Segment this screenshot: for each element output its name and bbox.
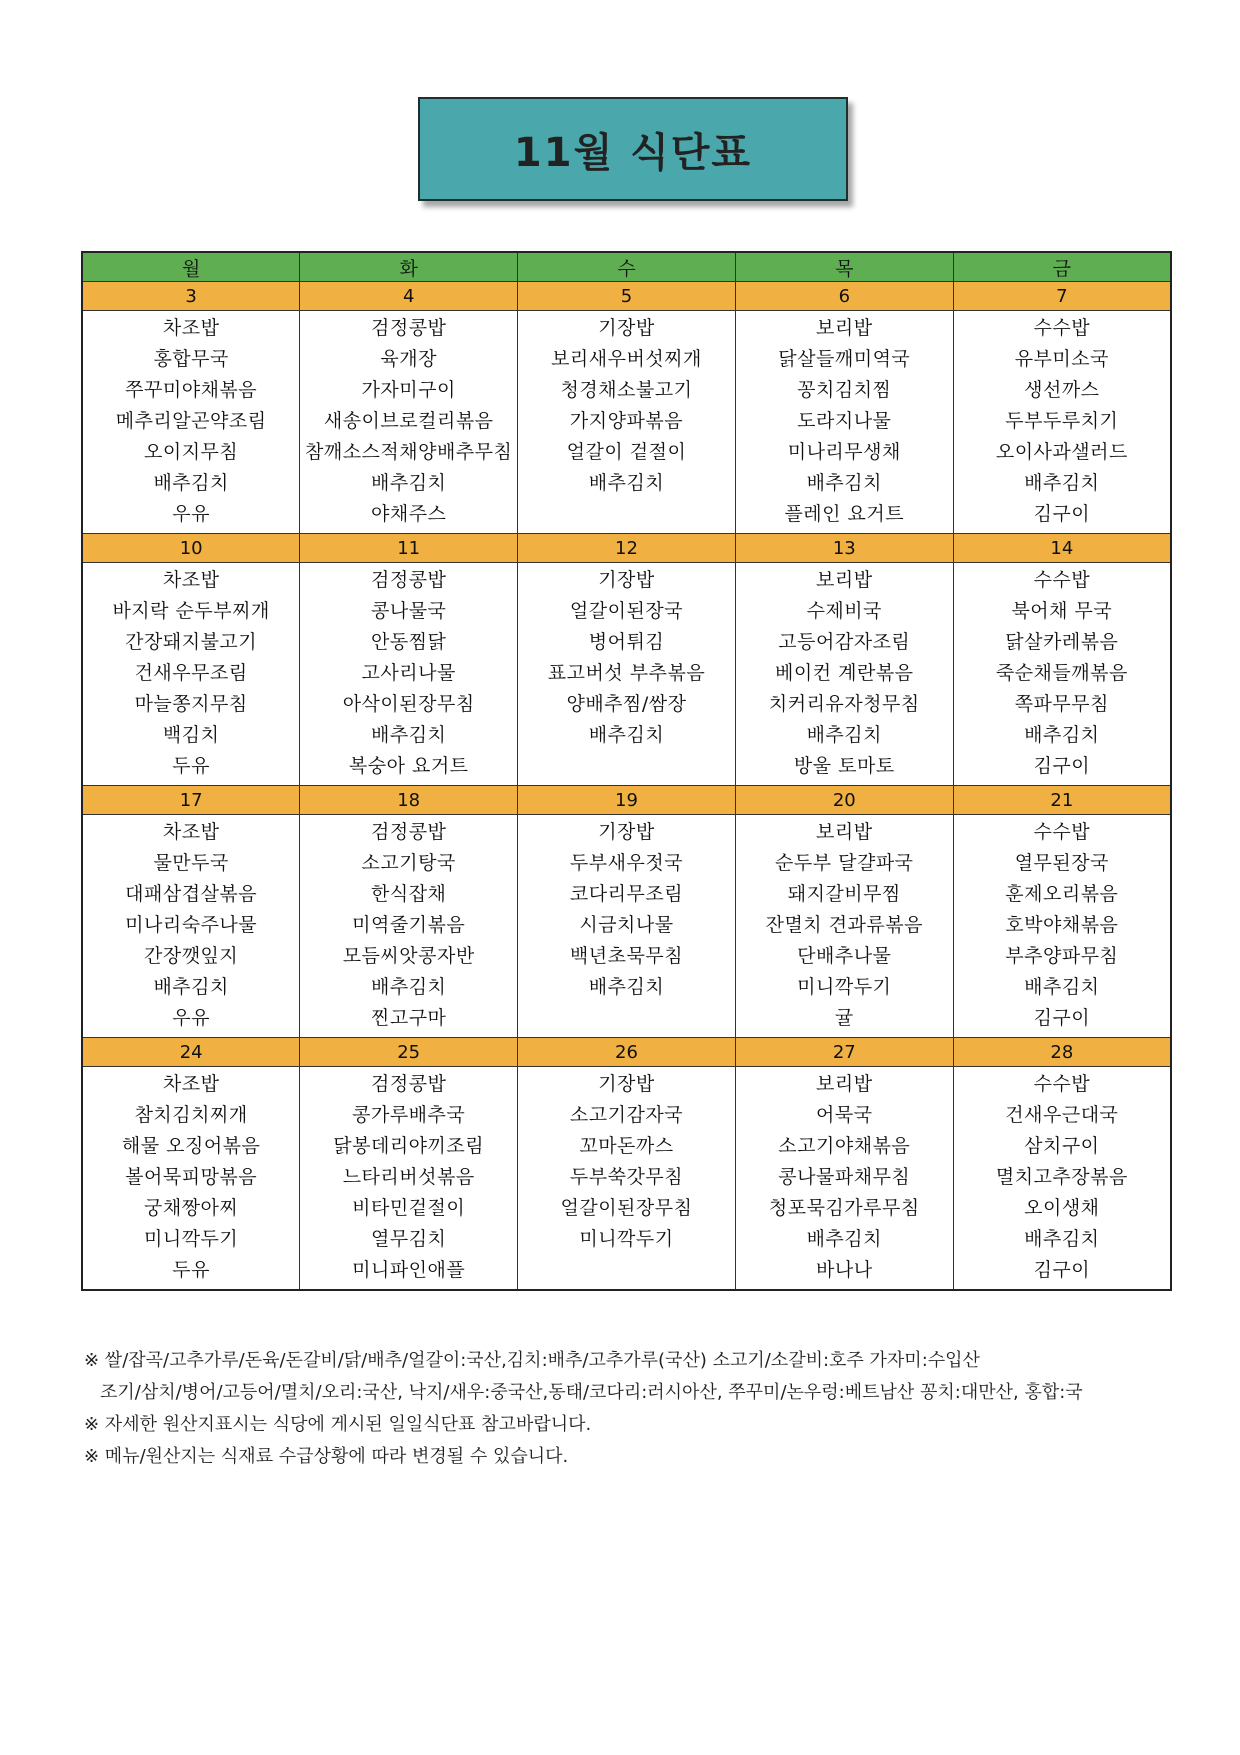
note-line: 조기/삼치/병어/고등어/멸치/오리:국산, 낙지/새우:중국산,동태/코다리:러시아산, 쭈꾸미/논우렁:베트남산 꽁치:대만산, 홍합:국	[100, 1382, 1083, 1403]
menu-item: 두부새우젓국	[569, 852, 684, 874]
menu-item: 홍합무국	[153, 348, 229, 370]
menu-item: 김구이	[1033, 1259, 1091, 1281]
menu-item: 육개장	[380, 348, 437, 370]
menu-item: 꽁치김치찜	[797, 379, 892, 401]
menu-row	[82, 563, 1171, 786]
menu-item: 병어튀김	[588, 631, 665, 653]
date-cell: 14	[953, 534, 1171, 563]
menu-item: 쭈꾸미야채볶음	[125, 379, 258, 401]
menu-item: 배추김치	[370, 472, 447, 494]
menu-item	[518, 1255, 735, 1286]
menu-item: 콩가루배추국	[352, 1104, 466, 1126]
menu-item: 플레인 요거트	[784, 503, 905, 525]
menu-item: 배추김치	[370, 976, 447, 998]
menu-item: 표고버섯 부추볶음	[547, 662, 706, 684]
menu-item: 새송이브로컬리볶음	[323, 410, 494, 432]
day-menu-cell	[735, 311, 953, 534]
day-menu-cell	[82, 563, 300, 786]
menu-item: 배추김치	[1024, 724, 1100, 746]
menu-item: 보리밥	[816, 569, 873, 591]
menu-item: 김구이	[1033, 503, 1091, 525]
menu-item: 단배추나물	[797, 945, 892, 967]
menu-item: 수수밥	[1033, 317, 1091, 339]
day-menu-cell	[735, 563, 953, 786]
menu-item: 생선까스	[1024, 379, 1100, 401]
menu-item: 소고기감자국	[569, 1104, 684, 1126]
menu-item: 검정콩밥	[370, 569, 447, 591]
menu-item: 백김치	[162, 724, 220, 746]
menu-item: 치커리유자청무침	[768, 693, 920, 715]
menu-item: 대패삼겹살볶음	[125, 883, 258, 905]
menu-item: 방울 토마토	[793, 755, 895, 777]
menu-item: 소고기탕국	[361, 852, 456, 874]
weekday-header-wed: 수	[518, 252, 736, 282]
menu-item: 검정콩밥	[370, 821, 447, 843]
menu-item: 수수밥	[1033, 1073, 1091, 1095]
menu-row	[82, 311, 1171, 534]
menu-item: 귤	[834, 1007, 854, 1029]
menu-item: 보리밥	[816, 317, 873, 339]
menu-item: 얼갈이 겉절이	[566, 441, 687, 463]
menu-item: 고등어감자조림	[778, 631, 911, 653]
date-cell: 28	[953, 1038, 1171, 1067]
date-cell: 25	[300, 1038, 518, 1067]
day-menu-cell	[953, 563, 1171, 786]
menu-item: 찐고구마	[370, 1007, 447, 1029]
menu-item: 건새우무조림	[134, 662, 248, 684]
menu-item: 미니깍두기	[797, 976, 892, 998]
note-line: ※ 메뉴/원산지는 식재료 수급상황에 따라 변경될 수 있습니다.	[84, 1446, 569, 1467]
menu-item: 가자미구이	[361, 379, 456, 401]
menu-item: 배추김치	[1024, 976, 1100, 998]
menu-item: 아삭이된장무침	[342, 693, 475, 715]
menu-item: 차조밥	[162, 317, 220, 339]
menu-item: 두부두루치기	[1005, 410, 1119, 432]
menu-item: 열무된장국	[1014, 852, 1109, 874]
date-cell: 19	[518, 786, 736, 815]
date-cell: 27	[735, 1038, 953, 1067]
menu-item: 도라지나물	[797, 410, 892, 432]
menu-item: 미니깍두기	[579, 1228, 674, 1250]
menu-item: 삼치구이	[1024, 1135, 1100, 1157]
menu-item: 메추리알곤약조림	[115, 410, 267, 432]
menu-item: 유부미소국	[1014, 348, 1109, 370]
menu-item: 김구이	[1033, 1007, 1091, 1029]
menu-table	[81, 251, 1172, 1291]
menu-item: 시금치나물	[579, 914, 674, 936]
menu-item: 닭살들깨미역국	[778, 348, 911, 370]
menu-item: 오이생채	[1024, 1197, 1100, 1219]
menu-item: 한식잡채	[370, 883, 447, 905]
menu-item: 콩나물국	[370, 600, 447, 622]
menu-item: 배추김치	[588, 724, 665, 746]
menu-item: 안동찜닭	[370, 631, 447, 653]
menu-item: 돼지갈비무찜	[787, 883, 901, 905]
date-row	[82, 534, 1171, 563]
menu-item: 보리밥	[816, 821, 873, 843]
menu-item: 수제비국	[806, 600, 882, 622]
date-row	[82, 786, 1171, 815]
weekday-header-row	[82, 252, 1171, 282]
date-row	[82, 282, 1171, 311]
day-menu-cell	[953, 311, 1171, 534]
menu-row	[82, 1067, 1171, 1291]
day-menu-cell	[300, 815, 518, 1038]
menu-item: 양배추찜/쌈장	[566, 693, 687, 715]
date-cell: 21	[953, 786, 1171, 815]
menu-item: 콩나물파채무침	[778, 1166, 911, 1188]
menu-item: 수수밥	[1033, 569, 1091, 591]
date-cell: 17	[82, 786, 300, 815]
date-cell: 10	[82, 534, 300, 563]
date-cell: 4	[300, 282, 518, 311]
menu-item: 소고기야채볶음	[778, 1135, 911, 1157]
menu-item: 검정콩밥	[370, 1073, 447, 1095]
day-menu-cell	[518, 1067, 736, 1291]
menu-item: 어묵국	[816, 1104, 873, 1126]
menu-item	[518, 751, 735, 782]
date-cell: 20	[735, 786, 953, 815]
menu-item: 코다리무조림	[569, 883, 684, 905]
menu-item: 배추김치	[370, 724, 447, 746]
menu-item: 오이지무침	[144, 441, 239, 463]
menu-item: 보리밥	[816, 1073, 873, 1095]
date-cell: 11	[300, 534, 518, 563]
menu-item: 얼갈이된장국	[569, 600, 684, 622]
weekday-header-thu: 목	[735, 252, 953, 282]
menu-item: 참치김치찌개	[134, 1104, 248, 1126]
title-box	[418, 97, 848, 201]
menu-item: 차조밥	[162, 821, 220, 843]
note-line: ※ 자세한 원산지표시는 식당에 게시된 일일식단표 참고바랍니다.	[84, 1414, 592, 1435]
menu-item	[518, 1003, 735, 1034]
day-menu-cell	[735, 815, 953, 1038]
menu-item: 오이사과샐러드	[995, 441, 1128, 463]
menu-item: 배추김치	[588, 976, 665, 998]
date-row	[82, 1038, 1171, 1067]
menu-item: 청포묵김가루무침	[768, 1197, 920, 1219]
day-menu-cell	[953, 815, 1171, 1038]
menu-item: 미니깍두기	[144, 1228, 239, 1250]
menu-item: 꼬마돈까스	[579, 1135, 674, 1157]
menu-item: 베이컨 계란볶음	[775, 662, 914, 684]
menu-item: 미역줄기볶음	[352, 914, 466, 936]
menu-item: 죽순채들깨볶음	[995, 662, 1128, 684]
menu-item: 청경채소불고기	[560, 379, 693, 401]
menu-item: 건새우근대국	[1005, 1104, 1119, 1126]
notes-section	[84, 1345, 1184, 1473]
menu-item: 배추김치	[153, 472, 229, 494]
day-menu-cell	[82, 815, 300, 1038]
date-cell: 18	[300, 786, 518, 815]
menu-item: 수수밥	[1033, 821, 1091, 843]
day-menu-cell	[300, 311, 518, 534]
date-cell: 7	[953, 282, 1171, 311]
menu-item: 바지락 순두부찌개	[112, 600, 270, 622]
menu-item: 백년초묵무침	[569, 945, 684, 967]
menu-item: 두유	[172, 1259, 210, 1281]
menu-item: 바나나	[816, 1259, 873, 1281]
day-menu-cell	[82, 311, 300, 534]
menu-item: 훈제오리볶음	[1005, 883, 1119, 905]
menu-item: 볼어묵피망볶음	[125, 1166, 258, 1188]
day-menu-cell	[518, 815, 736, 1038]
menu-item: 배추김치	[806, 472, 882, 494]
date-cell: 6	[735, 282, 953, 311]
date-cell: 13	[735, 534, 953, 563]
menu-item: 배추김치	[806, 1228, 882, 1250]
menu-item: 얼갈이된장무침	[560, 1197, 693, 1219]
menu-item: 미니파인애플	[352, 1259, 466, 1281]
day-menu-cell	[735, 1067, 953, 1291]
menu-item: 쪽파무무침	[1014, 693, 1109, 715]
menu-item: 멸치고추장볶음	[995, 1166, 1128, 1188]
menu-item: 닭살카레볶음	[1005, 631, 1119, 653]
menu-item: 물만두국	[153, 852, 229, 874]
menu-item: 차조밥	[162, 1073, 220, 1095]
day-menu-cell	[300, 1067, 518, 1291]
day-menu-cell	[518, 563, 736, 786]
menu-item: 열무김치	[370, 1228, 447, 1250]
menu-item: 간장돼지불고기	[125, 631, 258, 653]
menu-item: 기장밥	[598, 821, 655, 843]
menu-item: 배추김치	[153, 976, 229, 998]
menu-item: 호박야채볶음	[1005, 914, 1119, 936]
menu-row	[82, 815, 1171, 1038]
menu-item: 보리새우버섯찌개	[551, 348, 702, 370]
menu-item: 기장밥	[598, 317, 655, 339]
day-menu-cell	[82, 1067, 300, 1291]
menu-item: 참깨소스적채양배추무침	[304, 441, 513, 463]
menu-item: 북어채 무국	[1011, 600, 1113, 622]
date-cell: 5	[518, 282, 736, 311]
date-cell: 24	[82, 1038, 300, 1067]
menu-item: 닭봉데리야끼조림	[333, 1135, 485, 1157]
menu-item: 모듬씨앗콩자반	[342, 945, 475, 967]
weekday-header-tue: 화	[300, 252, 518, 282]
page-title: 11월 식단표	[513, 129, 753, 176]
menu-item: 고사리나물	[361, 662, 456, 684]
menu-item: 비타민겉절이	[352, 1197, 466, 1219]
menu-item: 배추김치	[588, 472, 665, 494]
date-cell: 12	[518, 534, 736, 563]
menu-item: 복숭아 요거트	[348, 755, 469, 777]
menu-item: 미나리무생채	[787, 441, 901, 463]
day-menu-cell	[300, 563, 518, 786]
menu-item: 우유	[172, 1007, 210, 1029]
weekday-header-mon: 월	[82, 252, 300, 282]
menu-item: 배추김치	[1024, 1228, 1100, 1250]
day-menu-cell	[518, 311, 736, 534]
menu-item: 가지양파볶음	[569, 410, 684, 432]
menu-item: 두유	[172, 755, 210, 777]
menu-item: 우유	[172, 503, 210, 525]
menu-item: 궁채짱아찌	[144, 1197, 239, 1219]
menu-item: 차조밥	[162, 569, 220, 591]
menu-item: 배추김치	[1024, 472, 1100, 494]
note-line: ※ 쌀/잡곡/고추가루/돈육/돈갈비/닭/배추/얼갈이:국산,김치:배추/고추가루(국산) 소고기/소갈비:호주 가자미:수입산	[84, 1350, 980, 1371]
menu-item: 미나리숙주나물	[125, 914, 258, 936]
menu-item: 느타리버섯볶음	[342, 1166, 475, 1188]
menu-item: 간장깻잎지	[144, 945, 239, 967]
menu-item: 야채주스	[370, 503, 447, 525]
menu-item: 마늘쫑지무침	[134, 693, 248, 715]
menu-item: 두부쑥갓무침	[569, 1166, 684, 1188]
date-cell: 26	[518, 1038, 736, 1067]
menu-item: 부추양파무침	[1005, 945, 1119, 967]
day-menu-cell	[953, 1067, 1171, 1291]
menu-item: 기장밥	[598, 1073, 655, 1095]
menu-item: 배추김치	[806, 724, 882, 746]
menu-item: 검정콩밥	[370, 317, 447, 339]
menu-item: 해물 오징어볶음	[121, 1135, 261, 1157]
menu-item: 순두부 달걀파국	[775, 852, 914, 874]
date-cell: 3	[82, 282, 300, 311]
menu-item: 김구이	[1033, 755, 1091, 777]
weekday-header-fri: 금	[953, 252, 1171, 282]
menu-item	[518, 499, 735, 530]
menu-item: 잔멸치 견과류볶음	[765, 914, 923, 936]
menu-item: 기장밥	[598, 569, 655, 591]
